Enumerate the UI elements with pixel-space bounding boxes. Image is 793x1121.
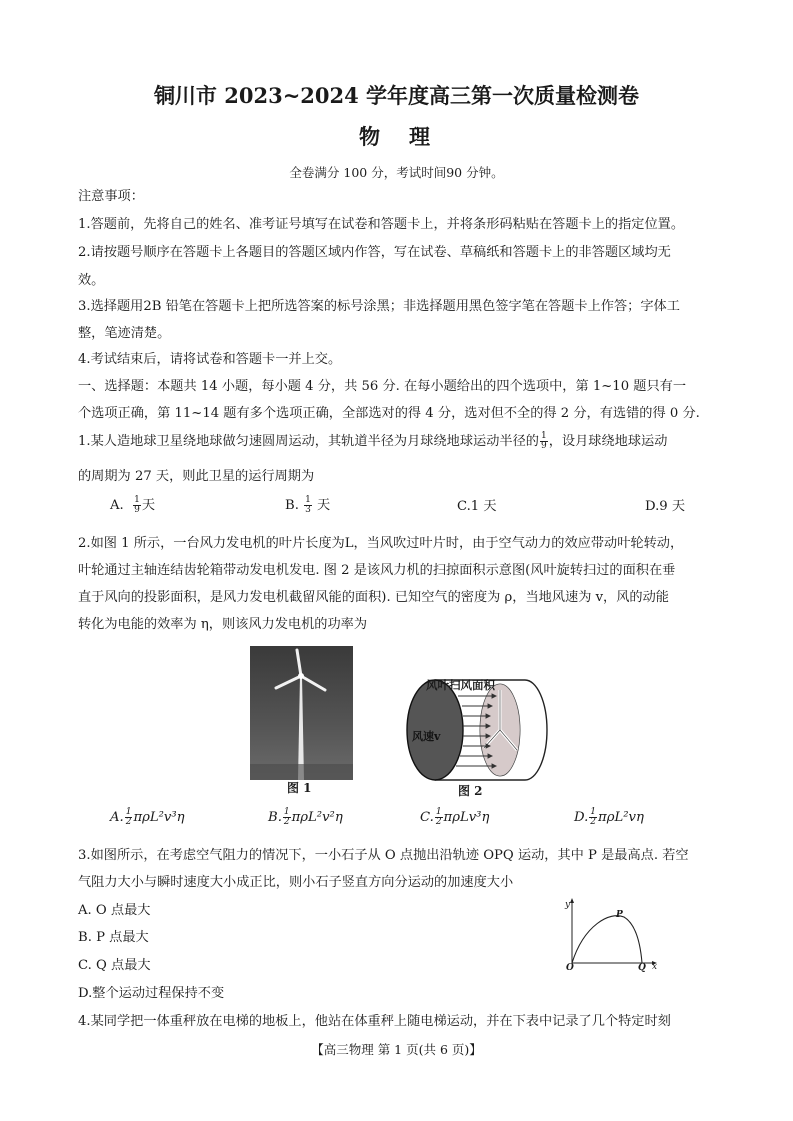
q2-line-2: 叶轮通过主轴连结齿轮箱带动发电机发电. 图 2 是该风力机的扫掠面积示意图(风叶旋转扫过的面积在垂 [78,563,676,578]
q1-option-b-label: B. [285,498,299,513]
q2-a-label: A. [110,810,124,825]
q1-b-num: 1 [305,495,311,505]
q1-a-den: 9 [134,505,140,515]
q2-c-num: 1 [435,807,442,817]
q3-graph-origin-label: O [566,963,574,973]
subject-title: 物 理 [359,124,434,149]
q3-line-2: 气阻力大小与瞬时速度大小成正比，则小石子竖直方向分运动的加速度大小 [78,875,514,890]
q1-option-c: C.1 天 [457,499,497,514]
note-line-3b: 整，笔迹清楚。 [78,326,171,341]
q1-option-a-unit: 天 [141,498,156,513]
q2-b-frac [283,808,291,827]
figure-2-caption: 图 2 [458,784,483,798]
q2-a-den: 2 [125,817,132,827]
q2-c-frac [435,808,443,827]
q2-a-expr: πρL²v³η [133,810,185,825]
q2-c-den: 2 [435,817,442,827]
q3-line-1: 3.如图所示，在考虑空气阻力的情况下，一小石子从 O 点抛出沿轨迹 OPQ 运动，其中 P 是最高点. 若空 [78,848,689,863]
q1-option-a-frac [133,496,141,515]
q2-c-label: C. [420,810,434,825]
q2-line-3: 直于风向的投影面积，是风力发电机截留风能的面积). 已知空气的密度为 ρ，当地风速为 v，风的动能 [78,590,669,605]
q3-graph-peak-label: P [616,910,623,920]
q3-option-b: B. P 点最大 [78,930,149,945]
section1-line1: 一、选择题：本题共 14 小题，每小题 4 分，共 56 分. 在每小题给出的四个选项中，第 1~10 题只有一 [78,379,687,394]
q1-stem-text: 1.某人造地球卫星绕地球做匀速圆周运动，其轨道半径为月球绕地球运动半径的 [78,434,539,449]
q2-b-num: 1 [283,807,290,817]
q3-graph-y-label: y [565,900,571,910]
section1-line2: 个选项正确，第 11~14 题有多个选项正确，全部选对的得 4 分，选对但不全的得 2 分，有选错的得 0 分. [78,406,700,421]
q3-option-c: C. Q 点最大 [78,958,151,973]
exam-info: 全卷满分 100 分，考试时间90 分钟。 [289,165,504,180]
q1-stem-line2: 的周期为 27 天，则此卫星的运行周期为 [78,469,315,484]
q1-option-b-frac [304,496,312,515]
q2-d-num: 1 [590,807,597,817]
q1-stem-line1 [78,432,667,451]
q4-line-1: 4.某同学把一体重秤放在电梯的地板上，他站在体重秤上随电梯运动，并在下表中记录了几个特定时刻 [78,1014,671,1029]
q2-a-num: 1 [125,807,132,817]
q3-y-arrow [570,898,574,903]
exam-title: 铜川市 2023~2024 学年度高三第一次质量检测卷 [153,83,640,108]
q2-b-label: B. [268,810,282,825]
notes-heading: 注意事项： [78,189,144,204]
q2-option-c [420,808,489,827]
q2-line-4: 转化为电能的效率为 η，则该风力发电机的功率为 [78,617,368,632]
q1-fraction [540,432,548,451]
q1-option-a-label: A. [110,498,124,513]
q3-option-a: A. O 点最大 [78,903,151,918]
q1-b-den: 3 [305,505,311,515]
q1-option-b-unit: 天 [317,498,331,513]
q1-option-d: D.9 天 [645,499,686,514]
q1-option-b [285,496,330,515]
q2-option-b [268,808,343,827]
q2-option-a [110,808,185,827]
q2-b-expr: πρL²v²η [291,810,343,825]
figure-1-caption: 图 1 [287,781,312,795]
note-line-2b: 效。 [78,273,105,288]
q2-c-expr: πρLv³η [443,810,490,825]
q3-trajectory-curve [572,916,642,963]
q1-frac-den: 9 [540,441,547,451]
note-line-3: 3.选择题用2B 铅笔在答题卡上把所选答案的标号涂黑；非选择题用黑色签字笔在答题卡上作答；字体工 [78,299,680,314]
figure-1-wind-turbine-photo [250,646,353,780]
note-line-2: 2.请按题号顺序在答题卡上各题目的答题区域内作答，写在试卷、草稿纸和答题卡上的非答题区域均无 [78,245,671,260]
q2-d-expr: πρL²vη [598,810,644,825]
q2-line-1: 2.如图 1 所示，一台风力发电机的叶片长度为L，当风吹过叶片时，由于空气动力的效应带动叶轮转动， [78,536,684,551]
q2-option-d [574,808,644,827]
note-line-4: 4.考试结束后，请将试卷和答题卡一并上交。 [78,352,342,367]
q3-trajectory-graph [562,895,662,975]
q1-option-a [110,496,155,515]
q1-stem-end: ，设月球绕地球运动 [548,434,668,449]
q3-graph-end-label: Q [638,963,646,973]
q2-d-den: 2 [590,817,597,827]
q1-frac-num: 1 [540,431,547,441]
q2-b-den: 2 [283,817,290,827]
figure-2-speed-label: 风速v [412,730,441,743]
q2-a-frac [125,808,133,827]
q2-d-label: D. [574,810,589,825]
q3-option-d: D.整个运动过程保持不变 [78,986,225,1001]
q3-graph-x-label: x [652,962,658,972]
q2-d-frac [589,808,597,827]
q1-a-num: 1 [134,495,140,505]
page-footer: 【高三物理 第 1 页(共 6 页)】 [311,1042,482,1057]
figure-2-area-label: 风叶扫风面积 [426,678,495,692]
note-line-1: 1.答题前，先将自己的姓名、准考证号填写在试卷和答题卡上，并将条形码粘贴在答题卡上的指定位置。 [78,217,685,232]
